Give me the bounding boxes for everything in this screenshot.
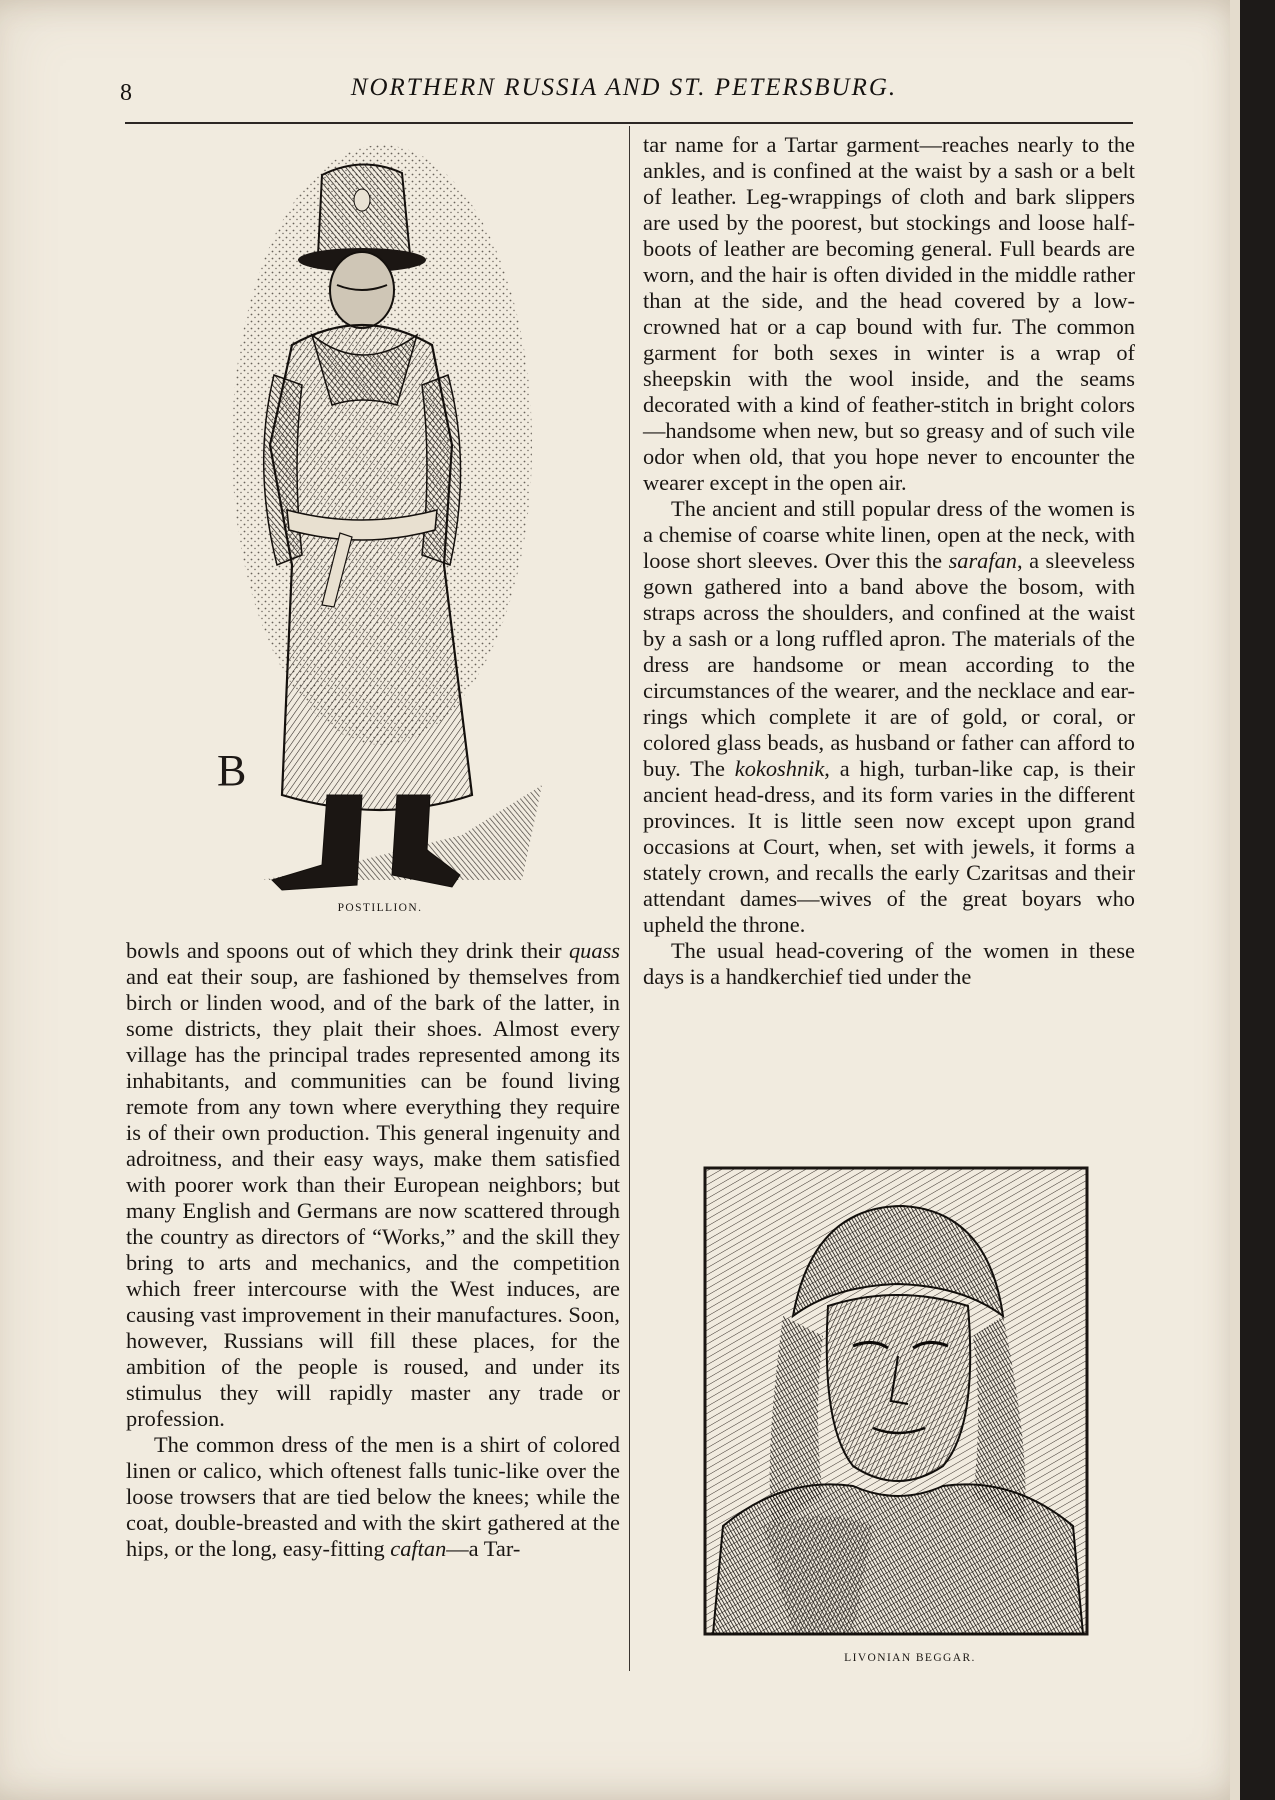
- postillion-illustration: [217, 145, 542, 895]
- left-figure-caption: POSTILLION.: [337, 902, 423, 914]
- artist-monogram: B: [217, 746, 247, 795]
- column-divider: [629, 126, 630, 1671]
- livonian-beggar-illustration: [703, 1166, 1089, 1636]
- right-figure-caption: LIVONIAN BEGGAR.: [844, 1652, 976, 1664]
- right-column-text: [643, 132, 1135, 990]
- paragraph: The usual head-covering of the women in these days is a handkerchief tied under the: [643, 938, 1135, 989]
- paragraph: The common dress of the men is a shirt of colored linen or calico, which oftenest falls tunic-like over the loose trowsers that are tied below the knees; while the coat, double-breasted and with the skirt gathered at the hips, or the long, easy-fitting caftan—a Tar-: [126, 1432, 620, 1561]
- paragraph: The ancient and still popular dress of the women is a chemise of coarse white linen, open at the neck, with loose short sleeves. Over this the sarafan, a sleeveless gown gathered into a band above the bosom, with straps across the shoulders, and confined at the waist by a sash or a long ruffled apron. The materials of the dress are handsome or mean according to the circumstances of the wearer, and the necklace and ear-rings which complete it are of gold, or coral, or colored glass beads, as husband or father can afford to buy. The kokoshnik, a high, turban-like cap, is their ancient head-dress, and its form varies in the different provinces. It is little seen now except upon grand occasions at Court, when, set with jewels, it forms a stately crown, and recalls the early Czaritsas and their attendant dames—wives of the great boyars who upheld the throne.: [643, 496, 1135, 937]
- paragraph: bowls and spoons out of which they drink their quass and eat their soup, are fashioned by themselves from birch or linden wood, and of the bark of the latter, in some districts, they plait their shoes. Almost every village has the principal trades represented among its inhabitants, and communities can be found living remote from any town where everything they require is of their own production. This general ingenuity and adroitness, and their easy ways, make them satisfied with poorer work than their European neighbors; but many English and Germans are now scattered through the country as directors of “Works,” and the skill they bring to arts and mechanics, and the competition which freer intercourse with the West induces, are causing vast improvement in their manufactures. Soon, however, Russians will fill these places, for the ambition of the people is roused, and under its stimulus they will rapidly master any trade or profession.: [126, 938, 620, 1431]
- page-edge-shadow: [1240, 0, 1275, 1800]
- page-number: 8: [120, 80, 132, 106]
- header-rule: [125, 122, 1133, 124]
- running-title: NORTHERN RUSSIA AND ST. PETERSBURG.: [350, 74, 898, 101]
- page-header: [118, 70, 1130, 110]
- paragraph: tar name for a Tartar garment—reaches nearly to the ankles, and is confined at the waist by a sash or a belt of leather. Leg-wrappings of cloth and bark slippers are used by the poorest, but stockings and loose half-boots of leather are becoming general. Full beards are worn, and the hair is often divided in the middle rather than at the side, and the head covered by a low-crowned hat or a cap bound with fur. The common garment for both sexes in winter is a wrap of sheepskin with the wool inside, and the seams decorated with a kind of feather-stitch in bright colors—handsome when new, but so greasy and of such vile odor when old, that you hope never to encounter the wearer except in the open air.: [643, 132, 1135, 495]
- left-column-text: [126, 938, 620, 1562]
